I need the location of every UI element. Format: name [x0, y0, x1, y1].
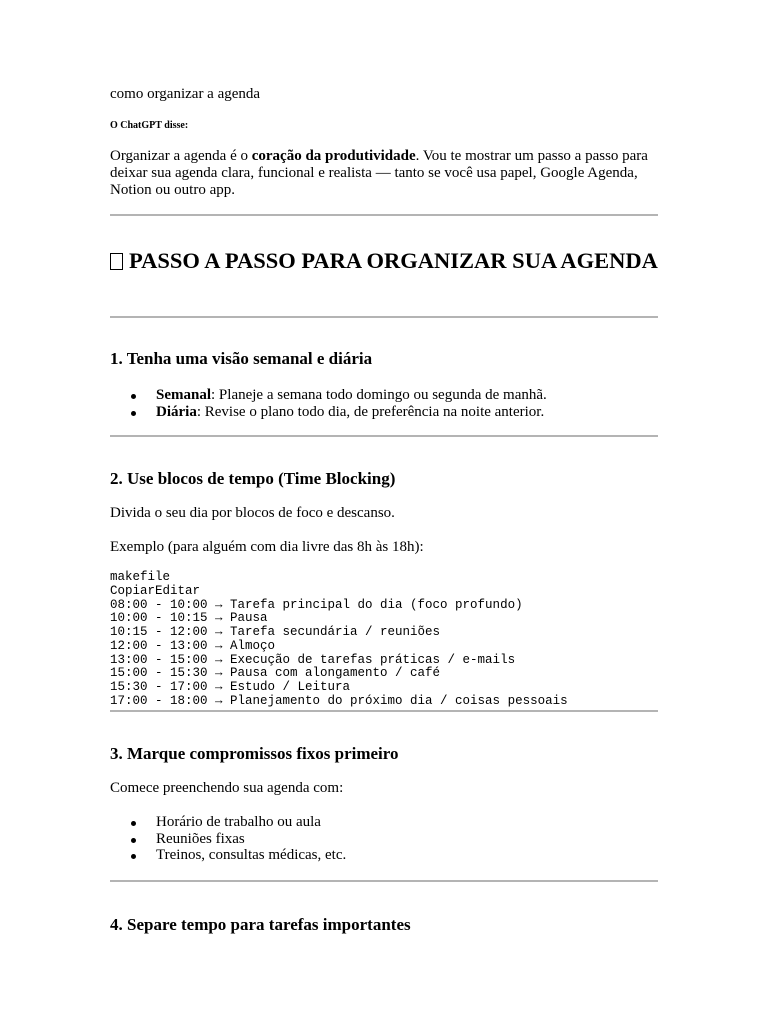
bullet-icon	[131, 394, 136, 399]
bullet-icon	[131, 838, 136, 843]
section-3-title: 3. Marque compromissos fixos primeiro	[110, 744, 399, 763]
item-label: Semanal	[156, 387, 212, 403]
item-text: : Revise o plano todo dia, de preferência na noite anterior.	[196, 403, 545, 420]
bullet-icon	[131, 854, 136, 859]
divider	[110, 435, 658, 437]
code-block	[110, 571, 568, 709]
list-item	[110, 847, 346, 864]
schedule-line: 15:30 - 17:00 → Estudo / Leitura	[110, 680, 351, 694]
schedule-line: 17:00 - 18:00 → Planejamento do próximo dia / coisas pessoais	[110, 693, 568, 708]
item-text: Horário de trabalho ou aula	[156, 814, 321, 830]
section-3-list	[110, 814, 346, 864]
schedule-line: 10:00 - 10:15 → Pausa	[110, 611, 268, 626]
intro-rest: . Vou te mostrar um passo a passo para deixar sua agenda clara, funcional e realista — tanto se você usa papel, Google Agenda, Notion ou outro app.	[110, 148, 648, 198]
section-2-paragraph-2: Exemplo (para alguém com dia livre das 8h às 18h):	[110, 539, 424, 555]
section-2-title: 2. Use blocos de tempo (Time Blocking)	[110, 469, 396, 488]
section-4-title: 4. Separe tempo para tarefas importantes	[110, 915, 411, 934]
list-item	[110, 387, 547, 404]
item-label: Diária	[156, 403, 197, 420]
divider	[110, 880, 658, 882]
list-item	[110, 831, 346, 848]
schedule-line: 10:15 - 12:00 → Tarefa secundária / reuniões	[110, 625, 441, 639]
divider	[110, 710, 658, 712]
section-1-title: 1. Tenha uma visão semanal e diária	[110, 349, 373, 368]
item-text: : Planeje a semana todo domingo ou segunda de manhã.	[211, 387, 547, 403]
code-language-label: makefile	[110, 570, 171, 584]
item-text: Treinos, consultas médicas, etc.	[156, 847, 347, 863]
section-1-list	[110, 387, 547, 420]
section-3-paragraph: Comece preenchendo sua agenda com:	[110, 780, 344, 796]
main-heading	[110, 246, 658, 275]
missing-glyph-icon	[110, 253, 123, 270]
divider	[110, 316, 658, 318]
speaker-label: O ChatGPT disse:	[110, 120, 189, 131]
copy-edit-button[interactable]: CopiarEditar	[110, 583, 201, 598]
section-2-paragraph-1: Divida o seu dia por blocos de foco e descanso.	[110, 505, 395, 521]
user-prompt: como organizar a agenda	[110, 86, 261, 102]
bullet-icon	[131, 411, 136, 416]
bullet-icon	[131, 821, 136, 826]
schedule-line: 15:00 - 15:30 → Pausa com alongamento / café	[110, 666, 441, 681]
schedule-line: 13:00 - 15:00 → Execução de tarefas práticas / e-mails	[110, 652, 516, 667]
list-item	[110, 814, 346, 831]
main-heading-text: PASSO A PASSO PARA ORGANIZAR SUA AGENDA	[129, 248, 658, 273]
intro-lead: Organizar a agenda é o	[110, 148, 252, 164]
intro-paragraph	[110, 148, 658, 199]
divider	[110, 214, 658, 216]
schedule-line: 08:00 - 10:00 → Tarefa principal do dia (foco profundo)	[110, 597, 523, 612]
item-text: Reuniões fixas	[156, 830, 245, 847]
intro-bold: coração da produtividade	[251, 148, 416, 164]
schedule-line: 12:00 - 13:00 → Almoço	[110, 638, 276, 653]
list-item	[110, 404, 547, 421]
